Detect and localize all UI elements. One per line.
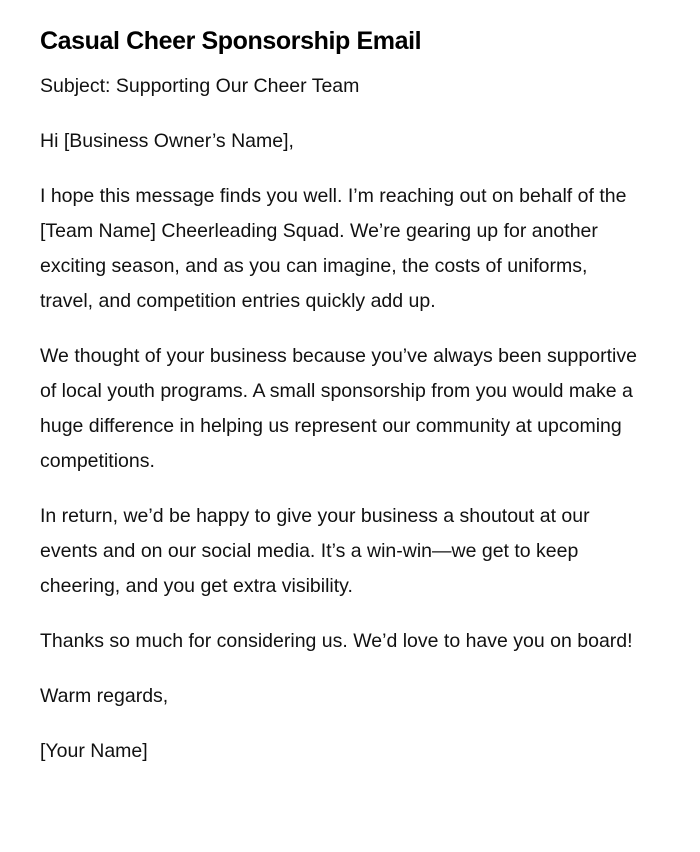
email-closing: Warm regards,	[40, 685, 169, 707]
email-subject: Subject: Supporting Our Cheer Team	[40, 75, 360, 97]
body-paragraph-thanks: Thanks so much for considering us. We’d love to have you on board!	[40, 630, 633, 652]
body-paragraph-request: We thought of your business because you’ve always been supportive of local youth programs. A small sponsorship from you would make a huge difference in helping us represent our community at upcoming competitions.	[40, 345, 637, 472]
email-greeting: Hi [Business Owner’s Name],	[40, 130, 294, 152]
body-paragraph-return: In return, we’d be happy to give your business a shoutout at our events and on our social media. It’s a win-win—we get to keep cheering, and you get extra visibility.	[40, 505, 590, 597]
email-signature: [Your Name]	[40, 740, 148, 762]
page-title: Casual Cheer Sponsorship Email	[40, 27, 422, 55]
email-document	[40, 26, 640, 789]
body-paragraph-intro: I hope this message finds you well. I’m reaching out on behalf of the [Team Name] Cheerleading Squad. We’re gearing up for another exciting season, and as you can imagine, the costs of uniforms, travel, and competition entries quickly add up.	[40, 185, 627, 312]
